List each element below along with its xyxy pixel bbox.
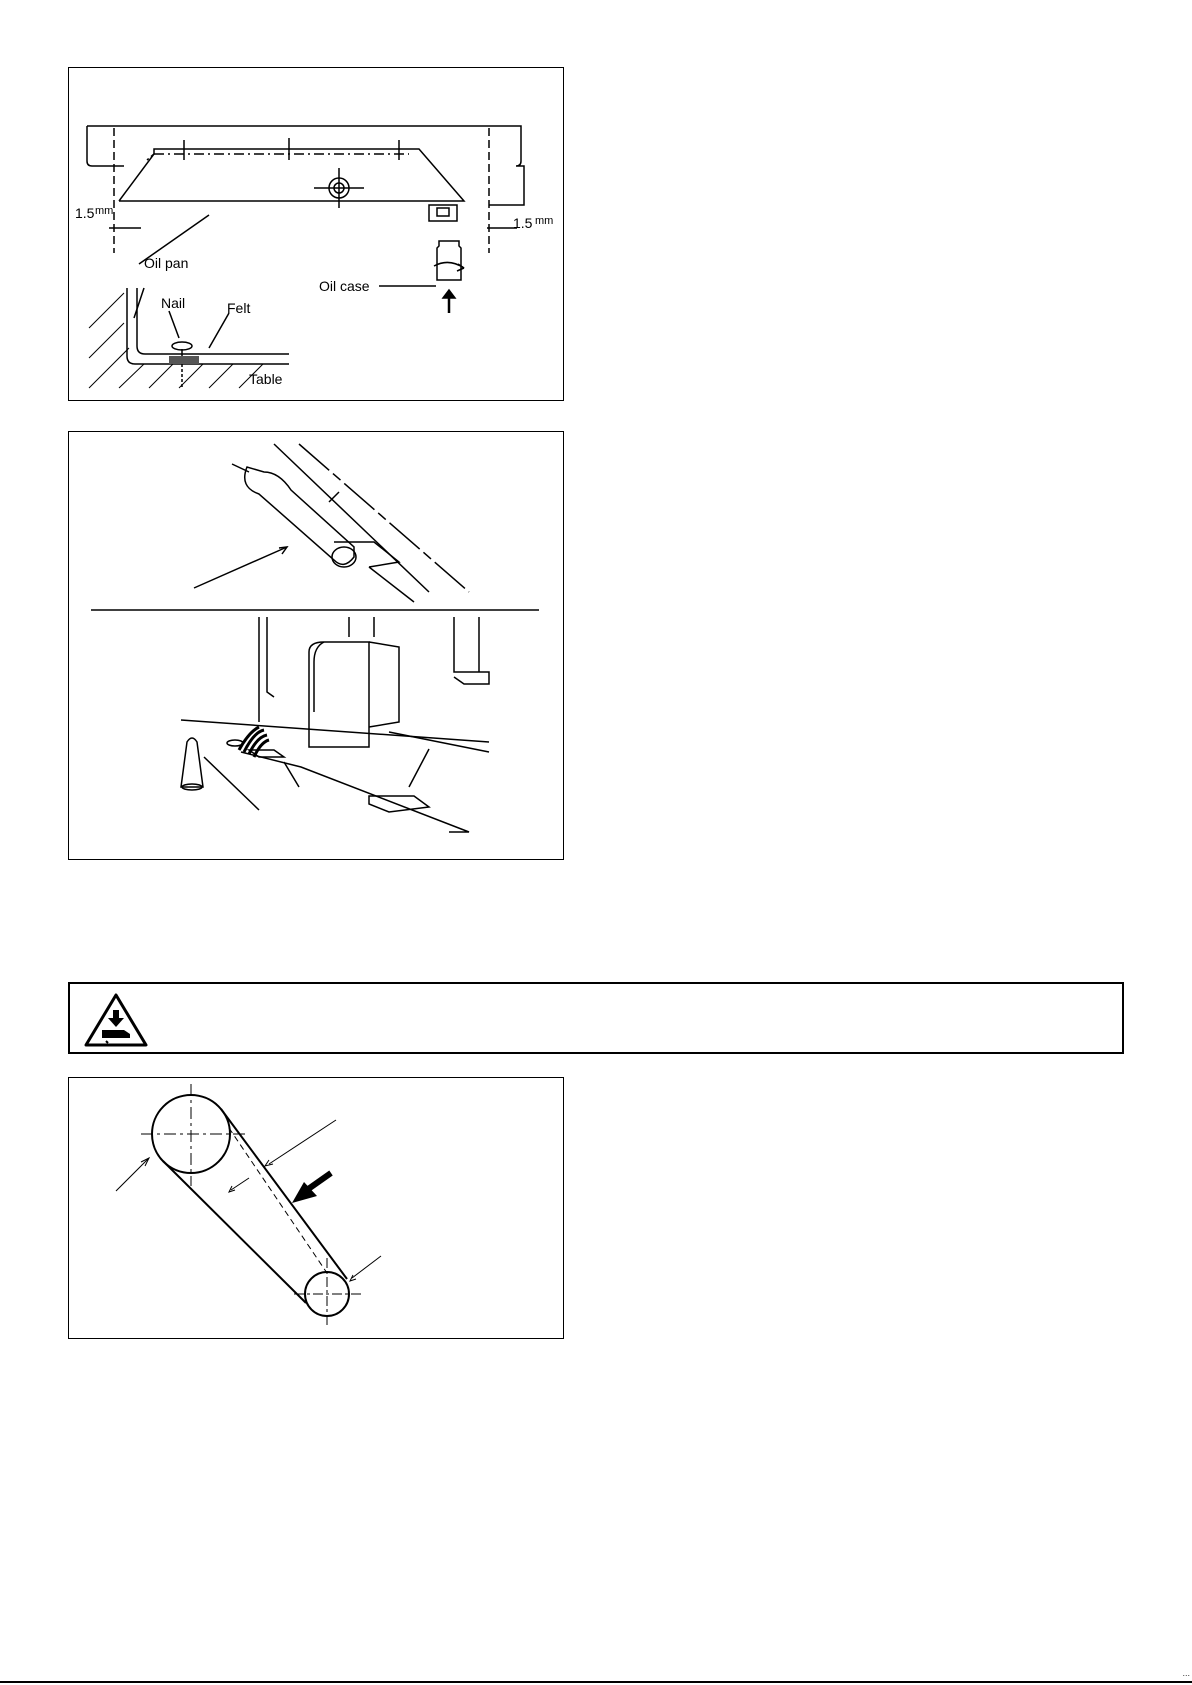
belt-drawing (69, 1078, 565, 1340)
nail-label: Nail (161, 295, 186, 311)
figure-oil-pan (68, 67, 564, 401)
caution-box (68, 982, 1124, 1054)
dim-right-label: 1.5 (513, 215, 533, 231)
oil-pan-label: Oil pan (144, 255, 189, 271)
dim-left-unit: mm (95, 205, 114, 217)
felt-label: Felt (227, 300, 251, 316)
oil-pan-drawing (69, 68, 565, 402)
dim-left-label: 1.5 (75, 205, 95, 221)
hand-caution-icon (84, 992, 148, 1048)
table-label: Table (249, 371, 283, 387)
figure-belt-tension (68, 1077, 564, 1339)
oil-case-label: Oil case (319, 278, 370, 294)
bottom-rule (0, 1681, 1192, 1683)
figure-hinge-and-head-support (68, 431, 564, 860)
hinge-drawing (69, 432, 565, 861)
footer-mark: ... (1182, 1668, 1190, 1678)
dim-right-unit: mm (535, 215, 554, 227)
